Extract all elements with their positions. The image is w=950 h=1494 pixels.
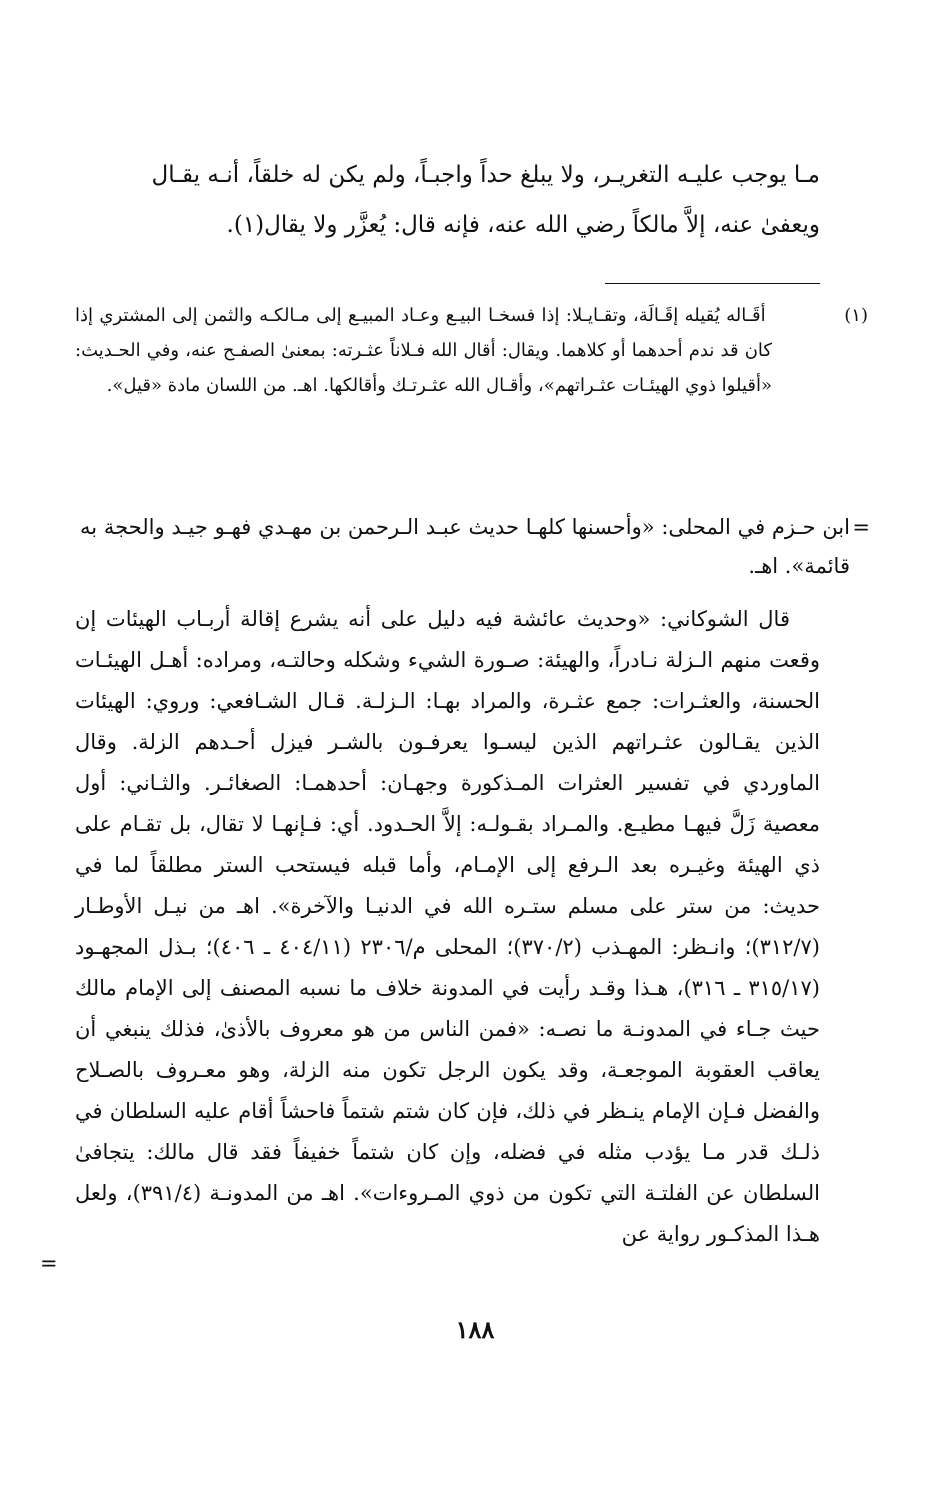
commentary-paragraph [75, 599, 820, 1255]
continued-mark: = [40, 1251, 58, 1275]
main-text-line-1: مـا يوجب عليـه التغريـر، ولا يبلغ حداً واجبـاً، ولم يكن له خلقاً، أنـه يقـال [151, 162, 820, 188]
commentary-text: قال الشوكاني: «وحديث عائشة فيه دليل على أنه يشرع إقالة أربـاب الهيئات إن وقعت منهم الـزلة نـادراً، والهيئة: صـورة الشيء وشكله وحالتـه، ومراده: أهـل الهيئـات الحسنة، والعثـرات: جمع عثـرة، والمراد بهـا: الـزلـة. قـال الشـافعي: وروي: الهيئات الذين يقـالون عثـراتهم الذين ليسـوا يعرفـون بالشـر فيزل أحـدهم الزلة. وقال الماوردي في تفسير العثرات المـذكورة وجهـان: أحدهمـا: الصغائـر. والثـاني: أول معصية زَلَّ فيهـا مطيـع. والمـراد بقـولـه: إلاَّ الحـدود. أي: فـإنهـا لا تقال، بل تقـام على ذي الهيئة وغيـره بعد الـرفع إلى الإمـام، وأما قبله فيستحب الستر مطلقاً لما في حديث: من ستر على مسلم ستـره الله في الدنيـا والآخرة». اهـ من نيـل الأوطـار (٣١٢/٧)؛ وانـظر: المهـذب (٣٧٠/٢)؛ المحلى م/٢٣٠٦ (٤٠٤/١١ ـ ٤٠٦)؛ بـذل المجهـود (٣١٥/١٧ ـ ٣١٦)، هـذا وقـد رأيت في المدونة خلاف ما نسبه المصنف إلى الإمام مالك حيث جـاء في المدونـة ما نصـه: «فمن الناس من هو معروف بالأذىٰ، فذلك ينبغي أن يعاقب العقوبة الموجعـة، وقد يكون الرجل تكون منه الزلة، وهو معـروف بالصـلاح والفضل فـإن الإمام ينـظر في ذلك، فإن كان شتم شتماً فاحشاً أقام عليه السلطان في ذلـك قدر مـا يؤدب مثله في فضله، وإن كان شتماً خفيفاً فقد قال مالك: يتجافىٰ السلطان عن الفلتـة التي تكون من ذوي المـروءات». اهـ من المدونـة (٣٩١/٤)، ولعل هـذا المذكـور رواية عن [75, 607, 820, 1246]
footnote-number: (١) [844, 305, 868, 326]
page-number: ١٨٨ [455, 1315, 495, 1344]
footnote-separator [605, 283, 820, 284]
continuation-mark: = [852, 515, 870, 539]
footnote-paragraph [75, 298, 868, 403]
footnote-text: أقَـاله يُقيله إقَـالَة، وتقـايـلا: إذا فسخـا البيـع وعـاد المبيـع إلى مـالكـه والثمن إلى المشتري إذا كان قد ندم أحدهما أو كلاهما. ويقال: أقال الله فـلاناً عثـرته: بمعنىٰ الصفـح عنه، وفي الحـديث: «أقيلوا ذوي الهيئـات عثـراتهم»، وأقـال الله عثـرتـك وأقالكها. اهـ. من اللسان مادة «قيل». [75, 305, 772, 396]
footnote [75, 298, 868, 403]
continuation-text: ابن حـزم في المحلى: «وأحسنها كلهـا حديث عبـد الـرحمن بن مهـدي فهـو جيـد والحجة به قائمة». اهـ. [80, 515, 850, 578]
main-text-line-2: ويعفىٰ عنه، إلاَّ مالكاً رضي الله عنه، فإنه قال: يُعزَّر ولا يقال(١). [226, 212, 820, 238]
main-text [120, 150, 820, 250]
continuation-block [80, 508, 850, 586]
